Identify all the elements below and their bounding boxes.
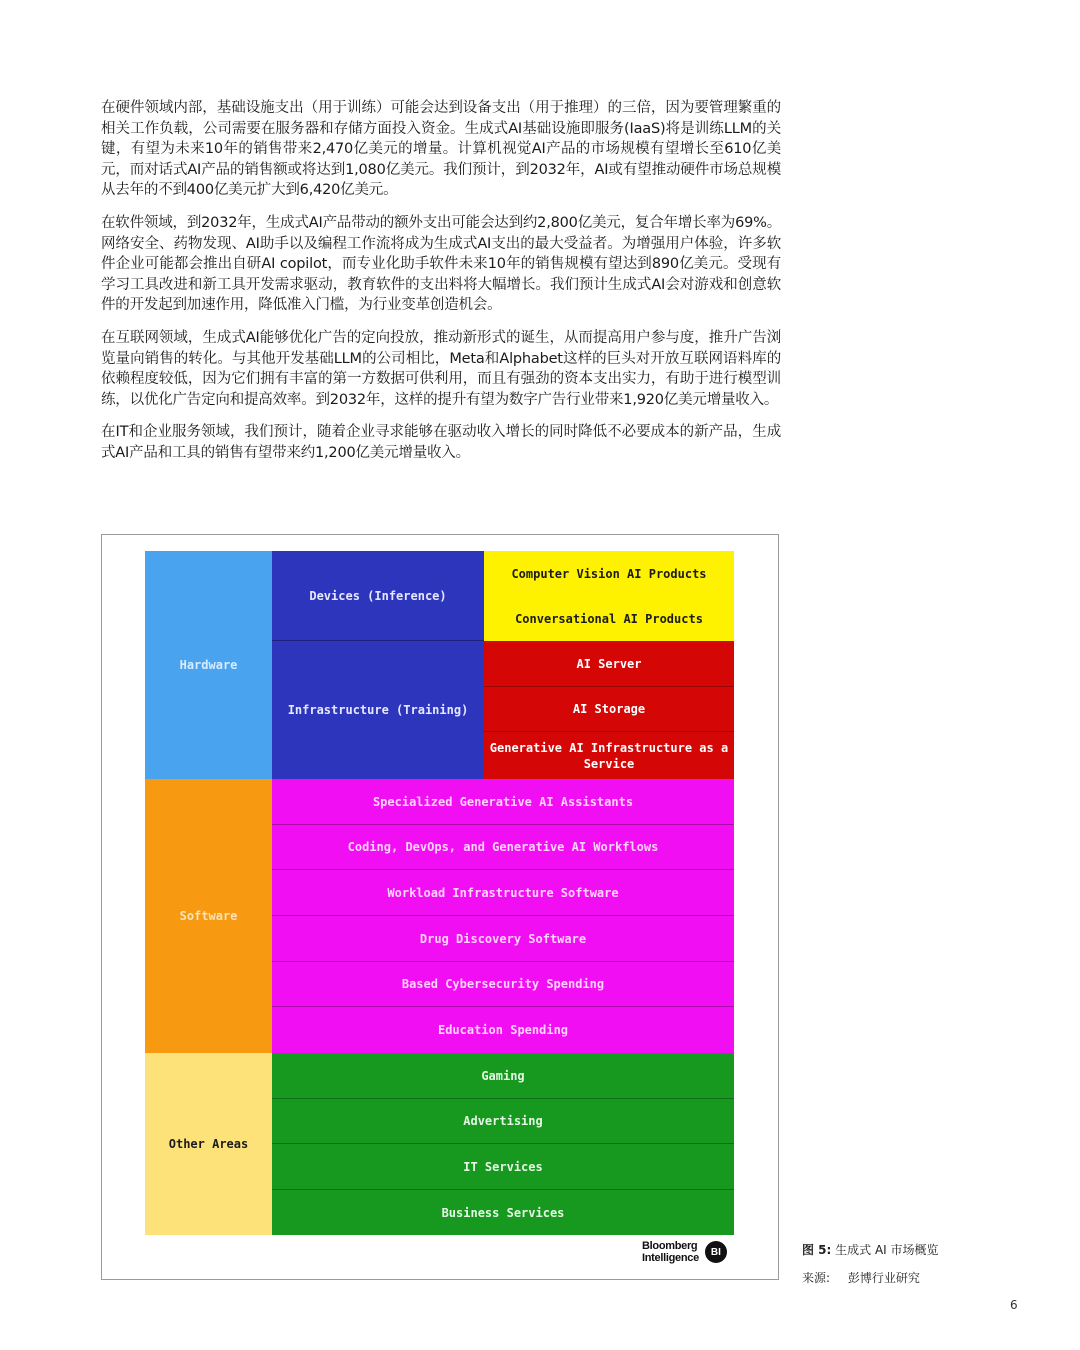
source-label: 来源:	[802, 1271, 831, 1285]
category-software: Software	[145, 779, 272, 1053]
logo-wordmark	[642, 1240, 699, 1264]
paragraph-software: 在软件领域，到2032年，生成式AI产品带动的额外支出可能会达到约2,800亿美元，复合年增长率为69%。网络安全、药物发现、AI助手以及编程工作流将成为生成式AI支出的最大受益者。为增强用户体验，许多软件企业可能都会推出自研AI copilot，而专业化助手软件未来10年的销售规模有望达到890亿美元。受现有学习工具改进和新工具开发需求驱动，教育软件的支出料将大幅增长。我们预计生成式AI会对游戏和创意软件的开发起到加速作用，降低准入门槛，为行业变革创造机会。	[101, 214, 781, 314]
item-education-spending: Education Spending	[272, 1007, 734, 1053]
caption-text: 生成式 AI 市场概览	[835, 1243, 939, 1257]
category-other-areas: Other Areas	[145, 1053, 272, 1235]
item-ai-storage: AI Storage	[484, 687, 734, 732]
item-cybersecurity-spending: Based Cybersecurity Spending	[272, 962, 734, 1007]
page-number: 6	[1010, 1298, 1018, 1312]
bi-badge-icon: BI	[705, 1241, 727, 1263]
category-hardware: Hardware	[145, 551, 272, 779]
item-coding-devops-workflows: Coding, DevOps, and Generative AI Workflows	[272, 825, 734, 870]
item-conversational-ai-products: Conversational AI Products	[484, 596, 734, 641]
paragraph-internet: 在互联网领域，生成式AI能够优化广告的定向投放，推动新形式的诞生，从而提高用户参与度，推升广告浏览量向销售的转化。与其他开发基础LLM的公司相比，Meta和Alphabet这样的巨头对开放互联网语料库的依赖程度较低，因为它们拥有丰富的第一方数据可供利用，而且有强劲的资本支出实力，有助于进行模型训练，以优化广告定向和提高效率。到2032年，这样的提升有望为数字广告行业带来1,920亿美元增量收入。	[101, 329, 781, 408]
item-workload-infrastructure-software: Workload Infrastructure Software	[272, 870, 734, 916]
paragraph-hardware: 在硬件领域内部，基础设施支出（用于训练）可能会达到设备支出（用于推理）的三倍，因为要管理繁重的相关工作负载，公司需要在服务器和存储方面投入资金。生成式AI基础设施即服务(IaaS)将是训练LLM的关键，有望为未来10年的销售带来2,470亿美元的增量。计算机视觉AI产品的市场规模有望增长至610亿美元，而对话式AI产品的销售额或将达到1,080亿美元。我们预计，到2032年，AI或有望推动硬件市场总规模从去年的不到400亿美元扩大到6,420亿美元。	[101, 100, 781, 199]
hardware-infrastructure-training: Infrastructure (Training)	[272, 641, 484, 779]
logo-line-intelligence: Intelligence	[642, 1252, 699, 1264]
figure-source	[802, 1270, 920, 1286]
market-overview-figure	[101, 534, 779, 1280]
bloomberg-intelligence-logo	[642, 1238, 727, 1266]
source-text: 彭博行业研究	[847, 1271, 920, 1285]
item-business-services: Business Services	[272, 1190, 734, 1235]
hardware-devices-inference: Devices (Inference)	[272, 551, 484, 641]
paragraph-it-services: 在IT和企业服务领域，我们预计，随着企业寻求能够在驱动收入增长的同时降低不必要成本的新产品，生成式AI产品和工具的销售有望带来约1,200亿美元增量收入。	[101, 424, 781, 461]
article-body	[101, 98, 781, 476]
caption-label: 图 5:	[802, 1243, 832, 1257]
item-specialized-ai-assistants: Specialized Generative AI Assistants	[272, 779, 734, 825]
item-advertising: Advertising	[272, 1099, 734, 1144]
item-gaming: Gaming	[272, 1053, 734, 1099]
item-it-services: IT Services	[272, 1144, 734, 1190]
logo-line-bloomberg: Bloomberg	[642, 1240, 698, 1252]
figure-caption	[802, 1242, 939, 1258]
item-generative-ai-iaas: Generative AI Infrastructure as a Service	[484, 732, 734, 779]
item-computer-vision-ai-products: Computer Vision AI Products	[484, 551, 734, 596]
item-drug-discovery-software: Drug Discovery Software	[272, 916, 734, 962]
item-ai-server: AI Server	[484, 641, 734, 687]
